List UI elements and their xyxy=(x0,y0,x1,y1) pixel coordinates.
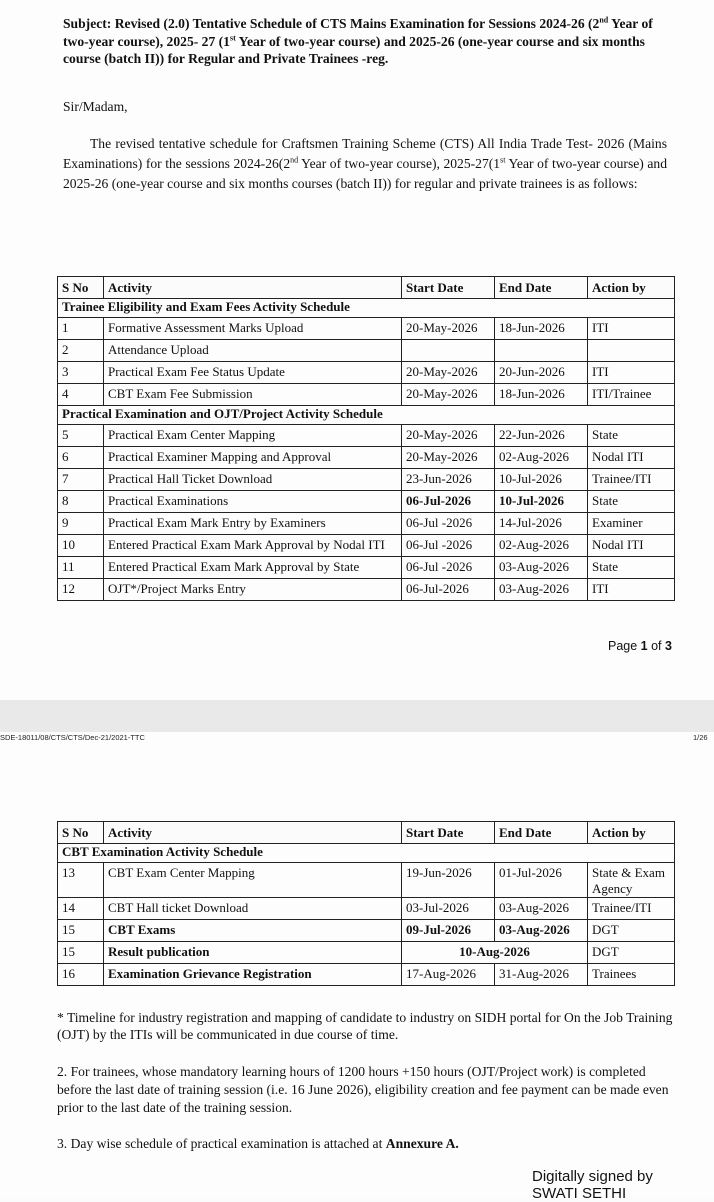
cell-start-date: 23-Jun-2026 xyxy=(402,469,495,491)
cell-action-by: Nodal ITI xyxy=(588,535,675,557)
cell-sno: 3 xyxy=(58,362,104,384)
cell-end-date xyxy=(495,340,588,362)
cell-end-date: 20-Jun-2026 xyxy=(495,362,588,384)
header-end-date: End Date xyxy=(495,822,588,844)
file-reference-right: 1/26 xyxy=(693,733,708,742)
cell-activity: Practical Hall Ticket Download xyxy=(104,469,402,491)
table-header-row xyxy=(58,277,675,299)
cell-action-by xyxy=(588,340,675,362)
cell-action-by: DGT xyxy=(588,942,675,964)
cell-activity: Attendance Upload xyxy=(104,340,402,362)
salutation: Sir/Madam, xyxy=(63,99,128,114)
cell-end-date: 03-Aug-2026 xyxy=(495,557,588,579)
section-title: Trainee Eligibility and Exam Fees Activity Schedule xyxy=(58,299,675,318)
cell-end-date: 22-Jun-2026 xyxy=(495,425,588,447)
section-row xyxy=(58,299,675,318)
cell-date: 10-Aug-2026 xyxy=(402,942,588,964)
table-row xyxy=(58,863,675,898)
cell-end-date: 02-Aug-2026 xyxy=(495,447,588,469)
header-start-date: Start Date xyxy=(402,277,495,299)
page-number-prefix: Page xyxy=(608,639,641,653)
cell-end-date: 03-Aug-2026 xyxy=(495,579,588,601)
signature-line-1: Digitally signed by xyxy=(532,1168,653,1185)
header-end-date: End Date xyxy=(495,277,588,299)
cell-end-date: 31-Aug-2026 xyxy=(495,964,588,986)
cell-start-date xyxy=(402,340,495,362)
intro-paragraph xyxy=(63,134,667,194)
table-header-row xyxy=(58,822,675,844)
table-row xyxy=(58,491,675,513)
table-row xyxy=(58,362,675,384)
cell-sno: 1 xyxy=(58,318,104,340)
cell-action-by: State xyxy=(588,491,675,513)
header-start-date: Start Date xyxy=(402,822,495,844)
cell-start-date: 09-Jul-2026 xyxy=(402,920,495,942)
cell-start-date: 20-May-2026 xyxy=(402,447,495,469)
page-number-of: of xyxy=(647,639,665,653)
cell-activity: Result publication xyxy=(104,942,402,964)
cell-activity: CBT Exams xyxy=(104,920,402,942)
cell-sno: 15 xyxy=(58,920,104,942)
header-action-by: Action by xyxy=(588,277,675,299)
table-row xyxy=(58,513,675,535)
cell-sno: 16 xyxy=(58,964,104,986)
table-row xyxy=(58,469,675,491)
header-sno: S No xyxy=(58,277,104,299)
cell-end-date: 02-Aug-2026 xyxy=(495,535,588,557)
cell-start-date: 19-Jun-2026 xyxy=(402,863,495,898)
cell-end-date: 03-Aug-2026 xyxy=(495,898,588,920)
cell-action-by: ITI/Trainee xyxy=(588,384,675,406)
cell-start-date: 03-Jul-2026 xyxy=(402,898,495,920)
subject-line xyxy=(63,15,673,68)
cell-start-date: 06-Jul -2026 xyxy=(402,535,495,557)
cell-sno: 10 xyxy=(58,535,104,557)
cell-end-date: 10-Jul-2026 xyxy=(495,491,588,513)
cell-end-date: 18-Jun-2026 xyxy=(495,318,588,340)
intro-sup-1: nd xyxy=(290,155,299,165)
cell-activity: OJT*/Project Marks Entry xyxy=(104,579,402,601)
paragraph-3 xyxy=(57,1136,459,1152)
cell-action-by: ITI xyxy=(588,579,675,601)
table-row xyxy=(58,579,675,601)
cell-action-by: Trainees xyxy=(588,964,675,986)
cell-sno: 6 xyxy=(58,447,104,469)
cell-sno: 7 xyxy=(58,469,104,491)
cell-sno: 11 xyxy=(58,557,104,579)
cell-start-date: 20-May-2026 xyxy=(402,318,495,340)
footnote: * Timeline for industry registration and mapping of candidate to industry on SIDH portal for On the Job Training (OJT) by the ITIs will be communicated in due course of time. xyxy=(57,1010,673,1042)
paragraph-3-text: 3. Day wise schedule of practical examination is attached at xyxy=(57,1136,386,1151)
cell-start-date: 20-May-2026 xyxy=(402,362,495,384)
subject-text-1: Subject: Revised (2.0) Tentative Schedule of CTS Mains Examination for Sessions 2024-26 (2 xyxy=(63,16,600,31)
subject-sup-2: st xyxy=(229,32,236,42)
cell-activity: Practical Exam Fee Status Update xyxy=(104,362,402,384)
cell-start-date: 06-Jul-2026 xyxy=(402,491,495,513)
header-action-by: Action by xyxy=(588,822,675,844)
cell-activity: Examination Grievance Registration xyxy=(104,964,402,986)
cell-activity: Entered Practical Exam Mark Approval by State xyxy=(104,557,402,579)
cell-activity: Practical Exam Mark Entry by Examiners xyxy=(104,513,402,535)
signature-line-2: SWATI SETHI xyxy=(532,1185,627,1202)
cell-action-by: DGT xyxy=(588,920,675,942)
cell-activity: CBT Exam Fee Submission xyxy=(104,384,402,406)
page-number-total: 3 xyxy=(665,639,672,653)
cell-end-date: 03-Aug-2026 xyxy=(495,920,588,942)
cell-end-date: 14-Jul-2026 xyxy=(495,513,588,535)
file-reference: SDE-18011/08/CTS/CTS/Dec-21/2021-TTC xyxy=(0,733,145,742)
table-row xyxy=(58,920,675,942)
cell-start-date: 20-May-2026 xyxy=(402,425,495,447)
intro-text-3: Year of two-year course) and 2025-26 (one-year course and six months courses (batch II)) for regular and private trainees is as follows: xyxy=(63,156,667,191)
cell-sno: 2 xyxy=(58,340,104,362)
table-row xyxy=(58,425,675,447)
cell-sno: 5 xyxy=(58,425,104,447)
cell-start-date: 06-Jul-2026 xyxy=(402,579,495,601)
cell-action-by: Nodal ITI xyxy=(588,447,675,469)
table-row xyxy=(58,384,675,406)
table-row xyxy=(58,535,675,557)
table-row xyxy=(58,557,675,579)
table-row xyxy=(58,964,675,986)
cell-activity: CBT Exam Center Mapping xyxy=(104,863,402,898)
cell-end-date: 18-Jun-2026 xyxy=(495,384,588,406)
cell-activity: Entered Practical Exam Mark Approval by Nodal ITI xyxy=(104,535,402,557)
annexure-label: Annexure A. xyxy=(385,1136,459,1151)
cell-action-by: State xyxy=(588,425,675,447)
cell-action-by: State & Exam Agency xyxy=(588,863,675,898)
subject-text-2: Year of two-year course), 2025- 27 (1 xyxy=(63,16,653,49)
section-row xyxy=(58,406,675,425)
section-title: Practical Examination and OJT/Project Activity Schedule xyxy=(58,406,675,425)
table-row xyxy=(58,318,675,340)
table-row xyxy=(58,942,675,964)
cell-activity: CBT Hall ticket Download xyxy=(104,898,402,920)
header-activity: Activity xyxy=(104,822,402,844)
cell-start-date: 17-Aug-2026 xyxy=(402,964,495,986)
cell-activity: Formative Assessment Marks Upload xyxy=(104,318,402,340)
intro-text-1: The revised tentative schedule for Craftsmen Training Scheme (CTS) All India Trade Test- 2026 (Mains Examinations) for the sessions 2024-26(2 xyxy=(63,136,667,171)
cell-sno: 15 xyxy=(58,942,104,964)
cell-action-by: Trainee/ITI xyxy=(588,469,675,491)
subject-text-3: Year of two-year course) and 2025-26 (one-year course and six months course (batch II)) for Regular and Private Trainees -reg. xyxy=(63,33,645,66)
table-row xyxy=(58,447,675,469)
cell-action-by: ITI xyxy=(588,318,675,340)
schedule-table-1 xyxy=(57,276,675,601)
cell-activity: Practical Examiner Mapping and Approval xyxy=(104,447,402,469)
cell-action-by: ITI xyxy=(588,362,675,384)
paragraph-2: 2. For trainees, whose mandatory learning hours of 1200 hours +150 hours (OJT/Project work) is completed before the last date of training session (i.e. 16 June 2026), eligibility creation and fee payment can be made even prior to the last date of the training session. xyxy=(57,1064,669,1115)
intro-text-2: Year of two-year course), 2025-27(1 xyxy=(298,156,501,171)
header-sno: S No xyxy=(58,822,104,844)
cell-activity: Practical Exam Center Mapping xyxy=(104,425,402,447)
cell-sno: 8 xyxy=(58,491,104,513)
page-number xyxy=(608,639,672,653)
header-activity: Activity xyxy=(104,277,402,299)
cell-action-by: Trainee/ITI xyxy=(588,898,675,920)
section-row xyxy=(58,844,675,863)
section-title: CBT Examination Activity Schedule xyxy=(58,844,675,863)
cell-end-date: 01-Jul-2026 xyxy=(495,863,588,898)
cell-sno: 14 xyxy=(58,898,104,920)
page-number-current: 1 xyxy=(640,639,648,653)
cell-sno: 13 xyxy=(58,863,104,898)
table-row xyxy=(58,340,675,362)
cell-start-date: 06-Jul -2026 xyxy=(402,557,495,579)
table-row xyxy=(58,898,675,920)
cell-sno: 9 xyxy=(58,513,104,535)
cell-end-date: 10-Jul-2026 xyxy=(495,469,588,491)
page-gap xyxy=(0,700,714,732)
digital-signature xyxy=(532,1168,653,1202)
cell-action-by: State xyxy=(588,557,675,579)
intro-sup-2: st xyxy=(500,155,506,165)
cell-sno: 4 xyxy=(58,384,104,406)
schedule-table-2 xyxy=(57,821,675,986)
cell-action-by: Examiner xyxy=(588,513,675,535)
subject-sup-1: nd xyxy=(599,15,609,25)
cell-sno: 12 xyxy=(58,579,104,601)
cell-activity: Practical Examinations xyxy=(104,491,402,513)
cell-start-date: 06-Jul -2026 xyxy=(402,513,495,535)
cell-start-date: 20-May-2026 xyxy=(402,384,495,406)
